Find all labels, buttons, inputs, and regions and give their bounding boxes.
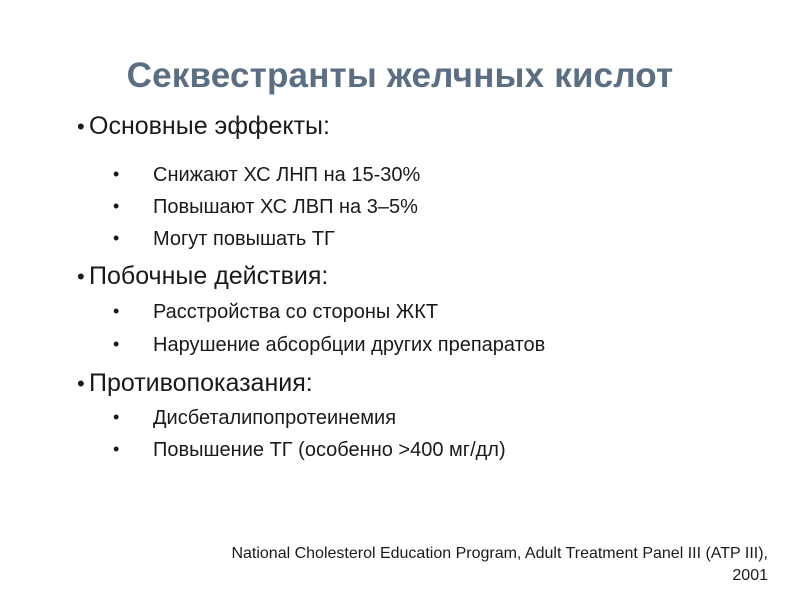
- section-header-main-effects: [77, 112, 330, 141]
- citation-footer: [68, 543, 768, 587]
- citation-line-1: National Cholesterol Education Program, Adult Treatment Panel III (ATP III),: [231, 545, 768, 562]
- bullet-icon: •: [77, 114, 85, 139]
- section-header-label: Побочные действия:: [89, 262, 329, 290]
- list-item-label: Повышение ТГ (особенно >400 мг/дл): [153, 439, 506, 461]
- section-header-contraindications: [77, 369, 313, 398]
- citation-line-2: 2001: [732, 567, 768, 584]
- bullet-icon: •: [113, 439, 120, 459]
- bullet-icon: •: [113, 164, 120, 184]
- list-item-label: Снижают ХС ЛНП на 15-30%: [153, 164, 421, 186]
- list-item-label: Могут повышать ТГ: [153, 228, 335, 250]
- section-header-side-effects: [77, 262, 328, 291]
- list-item-label: Расстройства со стороны ЖКТ: [153, 301, 439, 323]
- bullet-icon: •: [113, 301, 120, 321]
- slide-title: Секвестранты желчных кислот: [126, 56, 674, 95]
- bullet-icon: •: [113, 196, 120, 216]
- bullet-icon: •: [113, 228, 120, 248]
- list-item-label: Повышают ХС ЛВП на 3–5%: [153, 196, 418, 218]
- section-header-label: Противопоказания:: [89, 369, 313, 397]
- bullet-icon: •: [113, 334, 120, 354]
- bullet-icon: •: [77, 371, 85, 396]
- section-header-label: Основные эффекты:: [89, 112, 330, 140]
- bullet-icon: •: [77, 264, 85, 289]
- list-item-label: Дисбеталипопротеинемия: [153, 407, 397, 429]
- bullet-icon: •: [113, 407, 120, 427]
- list-item-label: Нарушение абсорбции других препаратов: [153, 334, 546, 356]
